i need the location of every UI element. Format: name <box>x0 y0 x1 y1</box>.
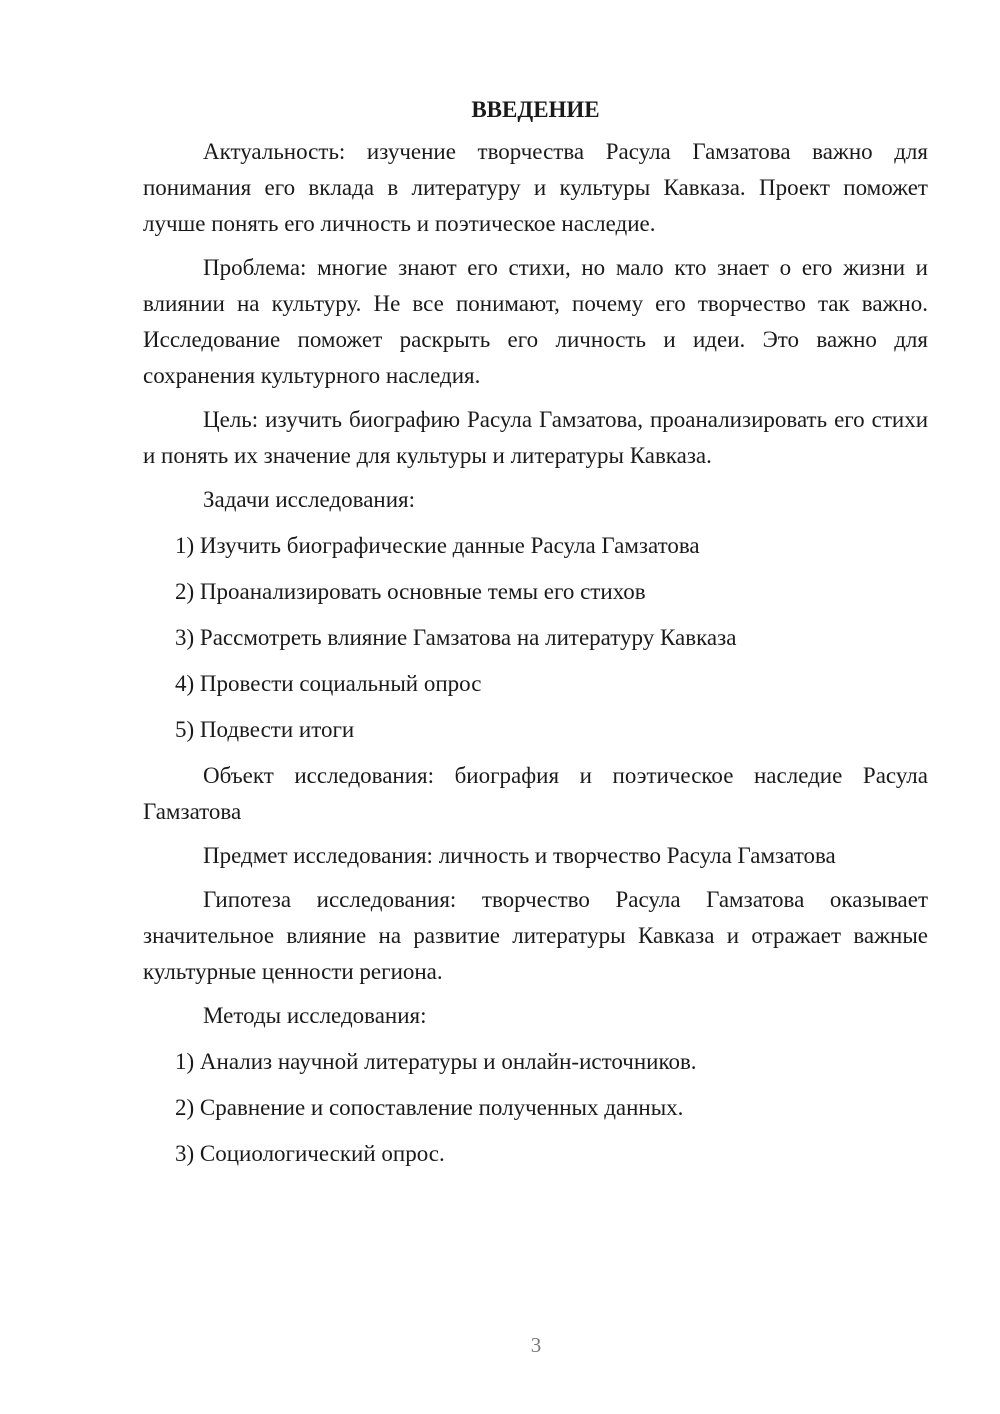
problem-paragraph: Проблема: многие знают его стихи, но мало кто знает о его жизни и влиянии на культуру. Не все понимают, почему его творчество так важно. Исследование поможет раскрыть его личность и идеи. Это важно для сохранения культурного наследия. <box>143 255 928 388</box>
object-paragraph: Объект исследования: биография и поэтическое наследие Расула Гамзатова <box>143 763 928 824</box>
list-item: 1) Изучить биографические данные Расула Гамзатова <box>175 533 700 558</box>
hypothesis-paragraph: Гипотеза исследования: творчество Расула Гамзатова оказывает значительное влияние на развитие литературы Кавказа и отражает важные культурные ценности региона. <box>143 887 928 984</box>
tasks-heading: Задачи исследования: <box>203 487 416 512</box>
page-title: ВВЕДЕНИЕ <box>471 97 600 122</box>
list-item: 5) Подвести итоги <box>175 717 355 742</box>
list-item: 3) Социологический опрос. <box>175 1141 445 1166</box>
tasks-list <box>143 528 928 748</box>
methods-list <box>143 1044 928 1172</box>
subject-paragraph: Предмет исследования: личность и творчество Расула Гамзатова <box>203 843 836 868</box>
list-item: 3) Рассмотреть влияние Гамзатова на литературу Кавказа <box>175 625 737 650</box>
goal-paragraph: Цель: изучить биографию Расула Гамзатова, проанализировать его стихи и понять их значение для культуры и литературы Кавказа. <box>143 407 928 468</box>
list-item: 2) Проанализировать основные темы его стихов <box>175 579 646 604</box>
page-number: 3 <box>530 1333 542 1357</box>
document-page <box>143 92 928 1182</box>
list-item: 4) Провести социальный опрос <box>175 671 482 696</box>
relevance-paragraph: Актуальность: изучение творчества Расула Гамзатова важно для понимания его вклада в литературу и культуры Кавказа. Проект поможет лучше понять его личность и поэтическое наследие. <box>143 139 928 236</box>
list-item: 2) Сравнение и сопоставление полученных данных. <box>175 1095 684 1120</box>
list-item: 1) Анализ научной литературы и онлайн-источников. <box>175 1049 697 1074</box>
methods-heading: Методы исследования: <box>203 1003 427 1028</box>
